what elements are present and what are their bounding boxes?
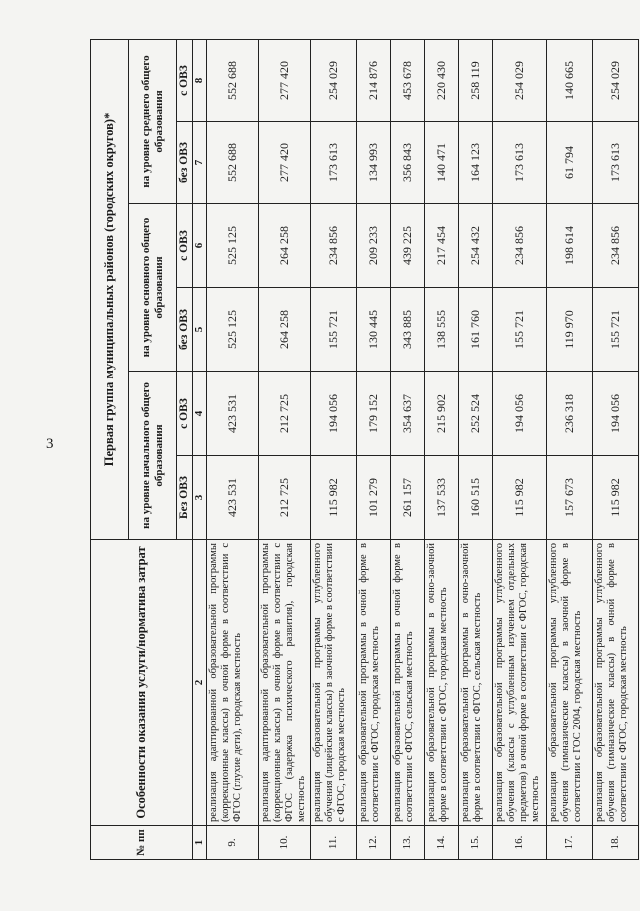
cost-value: 198 614	[547, 204, 593, 288]
table-row	[493, 39, 547, 859]
cost-value: 525 125	[207, 204, 259, 288]
header-sub: без ОВЗ	[177, 288, 193, 372]
row-number: 9.	[207, 826, 259, 860]
cost-value: 525 125	[207, 288, 259, 372]
cost-value: 254 432	[459, 204, 493, 288]
rotated-table-container	[90, 40, 630, 860]
cost-value: 194 056	[311, 372, 357, 456]
cost-value: 277 420	[259, 122, 311, 204]
cost-value: 119 970	[547, 288, 593, 372]
cost-value: 173 613	[593, 122, 639, 204]
cost-value: 254 029	[593, 39, 639, 121]
cost-value: 277 420	[259, 39, 311, 121]
cost-value: 155 721	[593, 288, 639, 372]
cost-value: 61 794	[547, 122, 593, 204]
row-description: реализация адаптированной образовательной программы (коррекционные классы) в очной форме в соответствии с ФГОС (глухие дети), городская местность	[207, 540, 259, 826]
cost-value: 115 982	[493, 456, 547, 540]
cost-value: 254 029	[311, 39, 357, 121]
cost-value: 155 721	[311, 288, 357, 372]
table-row	[547, 39, 593, 859]
column-index: 1	[193, 826, 207, 860]
cost-value: 234 856	[593, 204, 639, 288]
column-index: 3	[193, 456, 207, 540]
cost-value: 155 721	[493, 288, 547, 372]
cost-value: 138 555	[425, 288, 459, 372]
cost-value: 115 982	[593, 456, 639, 540]
row-description: реализация образовательной программы углубленного обучения (лицейские классы) в заочной форме в соответствии с ФГОС, городская местность	[311, 540, 357, 826]
column-index: 5	[193, 288, 207, 372]
row-description: реализация образовательной программы углубленного обучения (классы с углубленным изучением отдельных предметов) в очной форме в соответствии с ФГОС, городская местность	[493, 540, 547, 826]
row-number: 12.	[357, 826, 391, 860]
cost-value: 194 056	[593, 372, 639, 456]
header-sub: с ОВЗ	[177, 39, 193, 121]
cost-value: 217 454	[425, 204, 459, 288]
header-no: № пп	[91, 826, 193, 860]
cost-value: 134 993	[357, 122, 391, 204]
cost-value: 115 982	[311, 456, 357, 540]
column-index: 4	[193, 372, 207, 456]
cost-value: 453 678	[391, 39, 425, 121]
table-row	[357, 39, 391, 859]
header-level-basic: на уровне основного общего образования	[129, 204, 177, 372]
column-index: 8	[193, 39, 207, 121]
cost-value: 101 279	[357, 456, 391, 540]
row-description: реализация образовательной программы углубленного обучения (гимназические классы) в очной форме в соответствии с ФГОС, городская местность	[593, 540, 639, 826]
cost-value: 343 885	[391, 288, 425, 372]
row-number: 18.	[593, 826, 639, 860]
table-row	[459, 39, 493, 859]
cost-value: 264 258	[259, 204, 311, 288]
header-sub: Без ОВЗ	[177, 456, 193, 540]
cost-value: 173 613	[493, 122, 547, 204]
cost-value: 423 531	[207, 372, 259, 456]
cost-value: 423 531	[207, 456, 259, 540]
cost-value: 264 258	[259, 288, 311, 372]
cost-value: 236 318	[547, 372, 593, 456]
row-number: 16.	[493, 826, 547, 860]
cost-value: 212 725	[259, 456, 311, 540]
column-index: 2	[193, 540, 207, 826]
cost-value: 252 524	[459, 372, 493, 456]
cost-value: 140 471	[425, 122, 459, 204]
row-description: реализация образовательной программы в очной форме в соответствии с ФГОС, городская местность	[357, 540, 391, 826]
table-row	[425, 39, 459, 859]
cost-value: 130 445	[357, 288, 391, 372]
row-number: 10.	[259, 826, 311, 860]
cost-value: 173 613	[311, 122, 357, 204]
table-row	[593, 39, 639, 859]
header-sub: с ОВЗ	[177, 372, 193, 456]
row-description: реализация образовательной программы в очно-заочной форме в соответствии с ФГОС, сельская местность	[459, 540, 493, 826]
cost-value: 157 673	[547, 456, 593, 540]
cost-value: 161 760	[459, 288, 493, 372]
cost-value: 356 843	[391, 122, 425, 204]
page-number: 3	[46, 436, 54, 452]
row-number: 13.	[391, 826, 425, 860]
cost-value: 179 152	[357, 372, 391, 456]
cost-value: 354 637	[391, 372, 425, 456]
row-number: 11.	[311, 826, 357, 860]
cost-value: 552 688	[207, 39, 259, 121]
cost-value: 160 515	[459, 456, 493, 540]
cost-value: 234 856	[311, 204, 357, 288]
column-index: 6	[193, 204, 207, 288]
cost-value: 220 430	[425, 39, 459, 121]
cost-value: 552 688	[207, 122, 259, 204]
cost-value: 254 029	[493, 39, 547, 121]
row-description: реализация адаптированной образовательной программы (коррекционные классы) в очной форме в соответствии с ФГОС (задержка психического развития), городская местность	[259, 540, 311, 826]
cost-value: 137 533	[425, 456, 459, 540]
cost-value: 215 902	[425, 372, 459, 456]
cost-value: 258 119	[459, 39, 493, 121]
header-sub: с ОВЗ	[177, 204, 193, 288]
header-feature: Особенности оказания услуги/норматива затрат	[91, 540, 193, 826]
row-description: реализация образовательной программы углубленного обучения (гимназические классы) в заочной форме в соответствии с ГОС 2004, городская местность	[547, 540, 593, 826]
cost-value: 164 123	[459, 122, 493, 204]
cost-value: 209 233	[357, 204, 391, 288]
table-row	[311, 39, 357, 859]
table-row	[391, 39, 425, 859]
row-description: реализация образовательной программы в очно-заочной форме в соответствии с ФГОС, городская местность	[425, 540, 459, 826]
row-number: 14.	[425, 826, 459, 860]
header-level-primary: на уровне начального общего образования	[129, 372, 177, 540]
table-row	[259, 39, 311, 859]
cost-value: 140 665	[547, 39, 593, 121]
cost-value: 234 856	[493, 204, 547, 288]
header-level-secondary: на уровне среднего общего образования	[129, 39, 177, 203]
cost-value: 212 725	[259, 372, 311, 456]
row-number: 17.	[547, 826, 593, 860]
column-index: 7	[193, 122, 207, 204]
cost-value: 214 876	[357, 39, 391, 121]
cost-value: 439 225	[391, 204, 425, 288]
cost-standards-table	[90, 39, 639, 860]
cost-value: 261 157	[391, 456, 425, 540]
header-sub: без ОВЗ	[177, 122, 193, 204]
header-group: Первая группа муниципальных районов (городских округов)*	[91, 39, 129, 539]
table-row	[207, 39, 259, 859]
cost-value: 194 056	[493, 372, 547, 456]
row-number: 15.	[459, 826, 493, 860]
row-description: реализация образовательной программы в очной форме в соответствии с ФГОС, сельская местность	[391, 540, 425, 826]
